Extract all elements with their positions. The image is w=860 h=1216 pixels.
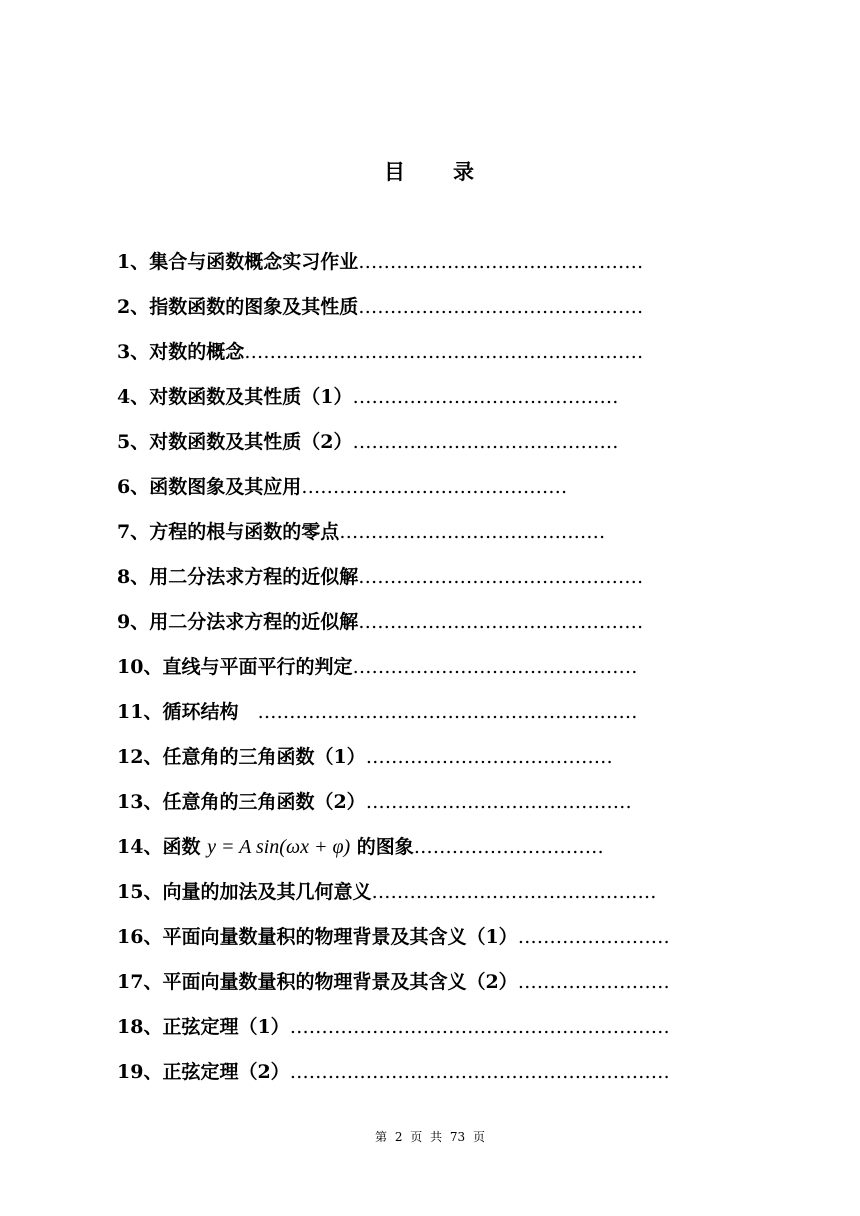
- toc-number: 12: [117, 746, 144, 768]
- toc-text: 、对数函数及其性质（1）: [130, 386, 353, 408]
- toc-text: 、指数函数的图象及其性质: [130, 296, 359, 318]
- toc-leader: ………………………………………: [358, 611, 644, 633]
- toc-leader: ………………………………………: [371, 881, 657, 903]
- toc-item: [117, 471, 757, 516]
- toc-item: [117, 786, 757, 831]
- toc-text: 、平面向量数量积的物理背景及其含义（1）: [143, 926, 518, 948]
- toc-item: [117, 246, 757, 291]
- toc-item: [117, 921, 757, 966]
- toc-leader: ……………………: [517, 971, 670, 993]
- toc-number: 19: [117, 1061, 144, 1083]
- toc-text: 、函数图象及其应用: [130, 476, 302, 498]
- toc-item: [117, 516, 757, 561]
- toc-number: 2: [117, 296, 131, 318]
- toc-item: [117, 741, 757, 786]
- toc-leader: ………………………………………: [358, 566, 644, 588]
- math-formula: y = A sin(ωx + φ): [207, 836, 351, 858]
- table-of-contents: [117, 246, 757, 1101]
- toc-number: 4: [117, 386, 131, 408]
- toc-number: 10: [117, 656, 144, 678]
- toc-text: 、任意角的三角函数（1）: [143, 746, 366, 768]
- toc-leader: ……………………………………………………: [289, 1016, 670, 1038]
- toc-leader: ……………………………………………………: [289, 1061, 670, 1083]
- toc-item: [117, 966, 757, 1011]
- toc-item: [117, 381, 757, 426]
- toc-text: 、直线与平面平行的判定: [143, 656, 353, 678]
- toc-leader: ……………………: [517, 926, 670, 948]
- toc-leader: ………………………………………: [352, 656, 638, 678]
- toc-item: [117, 831, 757, 876]
- toc-number: 8: [117, 566, 131, 588]
- toc-leader: ……………………………………………………: [257, 701, 638, 723]
- toc-item: [117, 606, 757, 651]
- page-title: 目 录: [384, 159, 476, 184]
- toc-number: 1: [117, 251, 131, 273]
- toc-number: 11: [117, 701, 144, 723]
- toc-number: 7: [117, 521, 131, 543]
- toc-item: [117, 561, 757, 606]
- toc-number: 16: [117, 926, 144, 948]
- toc-text: 、向量的加法及其几何意义: [143, 881, 372, 903]
- toc-number: 5: [117, 431, 131, 453]
- toc-text: 的图象: [350, 836, 414, 858]
- toc-text: 、函数: [143, 836, 208, 858]
- toc-leader: ……………………………………: [352, 386, 619, 408]
- toc-leader: ………………………………………………………: [244, 341, 644, 363]
- toc-text: 、任意角的三角函数（2）: [143, 791, 366, 813]
- toc-number: 3: [117, 341, 131, 363]
- toc-text: 、正弦定理（1）: [143, 1016, 290, 1038]
- toc-number: 17: [117, 971, 144, 993]
- toc-number: 9: [117, 611, 131, 633]
- toc-number: 6: [117, 476, 131, 498]
- toc-item: [117, 651, 757, 696]
- toc-item: [117, 1011, 757, 1056]
- toc-text: 、对数函数及其性质（2）: [130, 431, 353, 453]
- toc-leader: ……………………………………: [301, 476, 568, 498]
- toc-number: 14: [117, 836, 144, 858]
- toc-number: 13: [117, 791, 144, 813]
- toc-number: 18: [117, 1016, 144, 1038]
- toc-text: 、用二分法求方程的近似解: [130, 566, 359, 588]
- toc-leader: ……………………………………: [352, 431, 619, 453]
- toc-leader: ………………………………………: [358, 251, 644, 273]
- toc-item: [117, 291, 757, 336]
- toc-leader: ……………………………………: [365, 791, 632, 813]
- toc-text: 、平面向量数量积的物理背景及其含义（2）: [143, 971, 518, 993]
- toc-leader: ……………………………………: [339, 521, 606, 543]
- toc-leader: …………………………: [413, 836, 604, 858]
- page-number-footer: 第 2 页 共 73 页: [375, 1130, 485, 1144]
- toc-item: [117, 1056, 757, 1101]
- toc-number: 15: [117, 881, 144, 903]
- toc-leader: …………………………………: [365, 746, 613, 768]
- toc-text: 、用二分法求方程的近似解: [130, 611, 359, 633]
- toc-text: 、集合与函数概念实习作业: [130, 251, 359, 273]
- toc-leader: ………………………………………: [358, 296, 644, 318]
- toc-text: 、循环结构: [143, 701, 258, 723]
- toc-item: [117, 336, 757, 381]
- toc-item: [117, 696, 757, 741]
- toc-item: [117, 876, 757, 921]
- toc-text: 、正弦定理（2）: [143, 1061, 290, 1083]
- toc-text: 、对数的概念: [130, 341, 245, 363]
- toc-item: [117, 426, 757, 471]
- toc-text: 、方程的根与函数的零点: [130, 521, 340, 543]
